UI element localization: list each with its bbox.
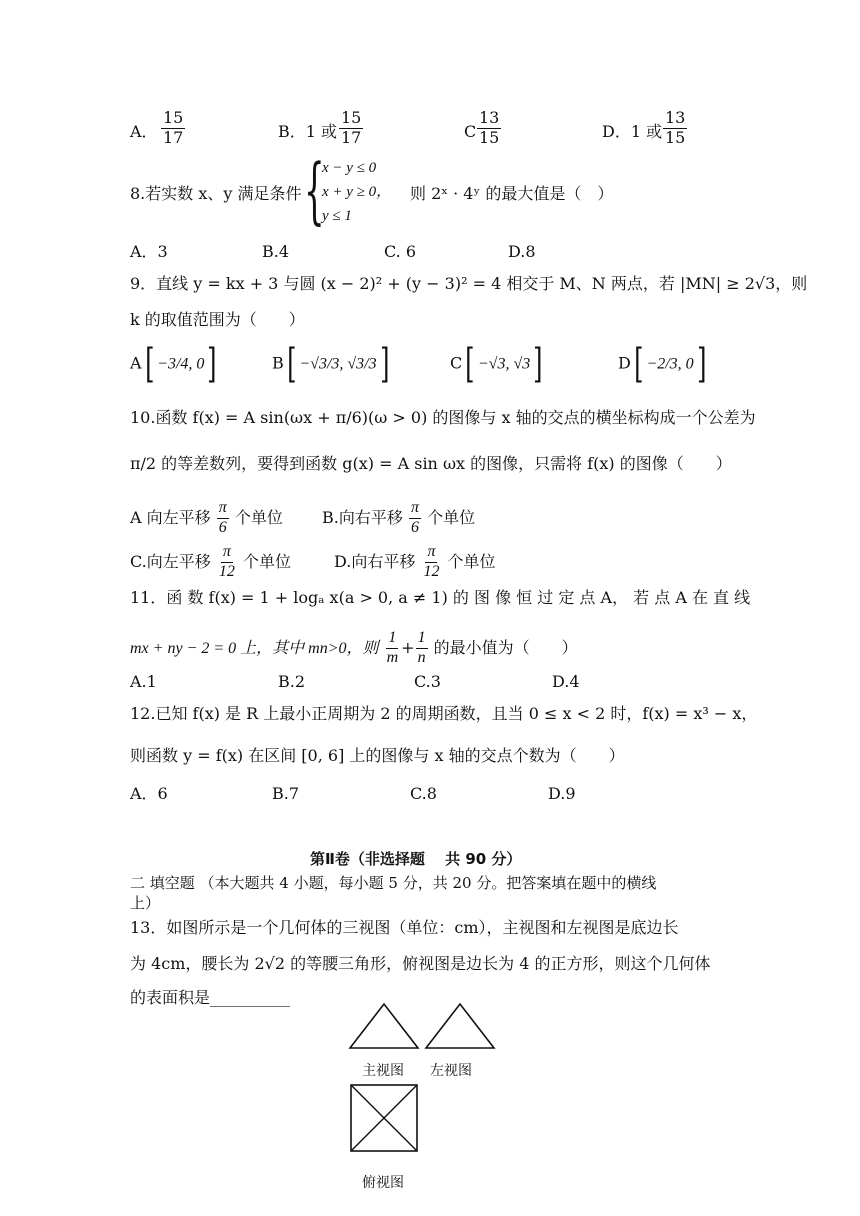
part2-fill-line-2: 上） <box>130 894 161 912</box>
q12-option-c: C.8 <box>410 784 437 803</box>
q12-option-b: B.7 <box>272 784 300 803</box>
q9-option-a: A[ −3/4, 0] <box>130 341 217 387</box>
q10-line-2: π/2 的等差数列，要得到函数 g(x) = A sin ωx 的图像，只需将 f(x) 的图像（ ） <box>130 454 732 473</box>
q11-option-c: C.3 <box>414 672 441 691</box>
q11-line-2: mx + ny − 2 = 0 上，其中 mn>0，则 $\frac{1}{m}$ + $\frac{1}{n}$ 的最小值为（ ） <box>130 629 578 666</box>
part2-fill-line-1: 二 填空题 （本大题共 4 小题，每小题 5 分，共 20 分。把答案填在题中的横线 <box>130 874 657 892</box>
q8-cond-2: x + y ≥ 0， <box>322 184 392 200</box>
q9-line-1: 9．直线 y = kx + 3 与圆 (x − 2)² + (y − 3)² = 4 相交于 M、N 两点，若 |MN| ≥ 2√3，则 <box>130 274 808 293</box>
q8-option-a: A．3 <box>130 242 168 261</box>
q13-line-1: 13．如图所示是一个几何体的三视图（单位：cm），主视图和左视图是底边长 <box>130 918 679 937</box>
left-view-label: 左视图 <box>430 1063 472 1079</box>
q8-option-d: D.8 <box>508 242 536 261</box>
q8-lead: 8.若实数 x、y 满足条件 <box>130 184 302 203</box>
top-view-label: 俯视图 <box>362 1175 404 1191</box>
q8-option-c: C. 6 <box>384 242 417 261</box>
q7-fraction-c: $\frac{13}{15}$ <box>479 108 500 147</box>
q9-option-b: B[ −√3/3, √3/3] <box>272 341 390 387</box>
part2-title: 第Ⅱ卷（非选择题 共 90 分） <box>310 850 522 868</box>
q7-fraction-d: $\frac{13}{15}$ <box>665 108 686 147</box>
q10-option-a: A 向左平移 $\frac{\pi}{6}$ 个单位 <box>130 499 283 536</box>
q10-option-c: C.向左平移 $\frac{\pi}{12}$ 个单位 <box>130 543 291 580</box>
q13-line-3: 的表面积是__________ <box>130 988 291 1007</box>
q9-line-2: k 的取值范围为（ ） <box>130 310 305 329</box>
q11-option-b: B.2 <box>278 672 306 691</box>
q8-cond-3: y ≤ 1 <box>322 208 352 224</box>
front-view-triangle <box>350 1004 418 1048</box>
top-view-diagonal-2 <box>351 1085 417 1151</box>
q12-option-d: D.9 <box>548 784 576 803</box>
top-view-square <box>351 1085 417 1151</box>
top-view-diagonal-1 <box>351 1085 417 1151</box>
q11-option-a: A.1 <box>130 672 157 691</box>
q8-conditions <box>322 156 391 228</box>
q7-option-b: B．1 或 <box>278 122 338 141</box>
q7-fraction-b: $\frac{15}{17}$ <box>341 108 362 147</box>
q13-line-2: 为 4cm，腰长为 2√2 的等腰三角形，俯视图是边长为 4 的正方形，则这个几何体 <box>130 954 711 973</box>
left-view-triangle <box>426 1004 494 1048</box>
q9-option-c: C[ −√3, √3] <box>450 341 543 387</box>
q8-brace: { <box>304 148 325 232</box>
q7-option-a: A． <box>130 122 158 141</box>
q7-fraction-a: $\frac{15}{17}$ <box>163 108 184 147</box>
front-view-label: 主视图 <box>362 1063 404 1079</box>
q12-option-a: A．6 <box>130 784 168 803</box>
q8-option-b: B.4 <box>262 242 290 261</box>
q9-option-d: D[ −2/3, 0] <box>618 341 707 387</box>
q8-tail: 则 2ˣ · 4ʸ 的最大值是（ ） <box>410 184 614 203</box>
q10-option-b: B.向右平移 $\frac{\pi}{6}$ 个单位 <box>322 499 476 536</box>
q10-option-d: D.向右平移 $\frac{\pi}{12}$ 个单位 <box>334 543 496 580</box>
q11-line-1: 11．函 数 f(x) = 1 + logₐ x(a > 0, a ≠ 1) 的 图 像 恒 过 定 点 A， 若 点 A 在 直 线 <box>130 588 751 607</box>
q7-option-d: D．1 或 <box>602 122 663 141</box>
q7-option-c: C <box>464 122 477 141</box>
q8-cond-1: x − y ≤ 0 <box>322 160 377 176</box>
q12-line-2: 则函数 y = f(x) 在区间 [0, 6] 上的图像与 x 轴的交点个数为（ ） <box>130 746 625 765</box>
q10-line-1: 10.函数 f(x) = A sin(ωx + π/6)(ω > 0) 的图像与 x 轴的交点的横坐标构成一个公差为 <box>130 408 756 427</box>
q12-line-1: 12.已知 f(x) 是 R 上最小正周期为 2 的周期函数，且当 0 ≤ x < 2 时，f(x) = x³ − x， <box>130 704 758 723</box>
q11-option-d: D.4 <box>552 672 580 691</box>
